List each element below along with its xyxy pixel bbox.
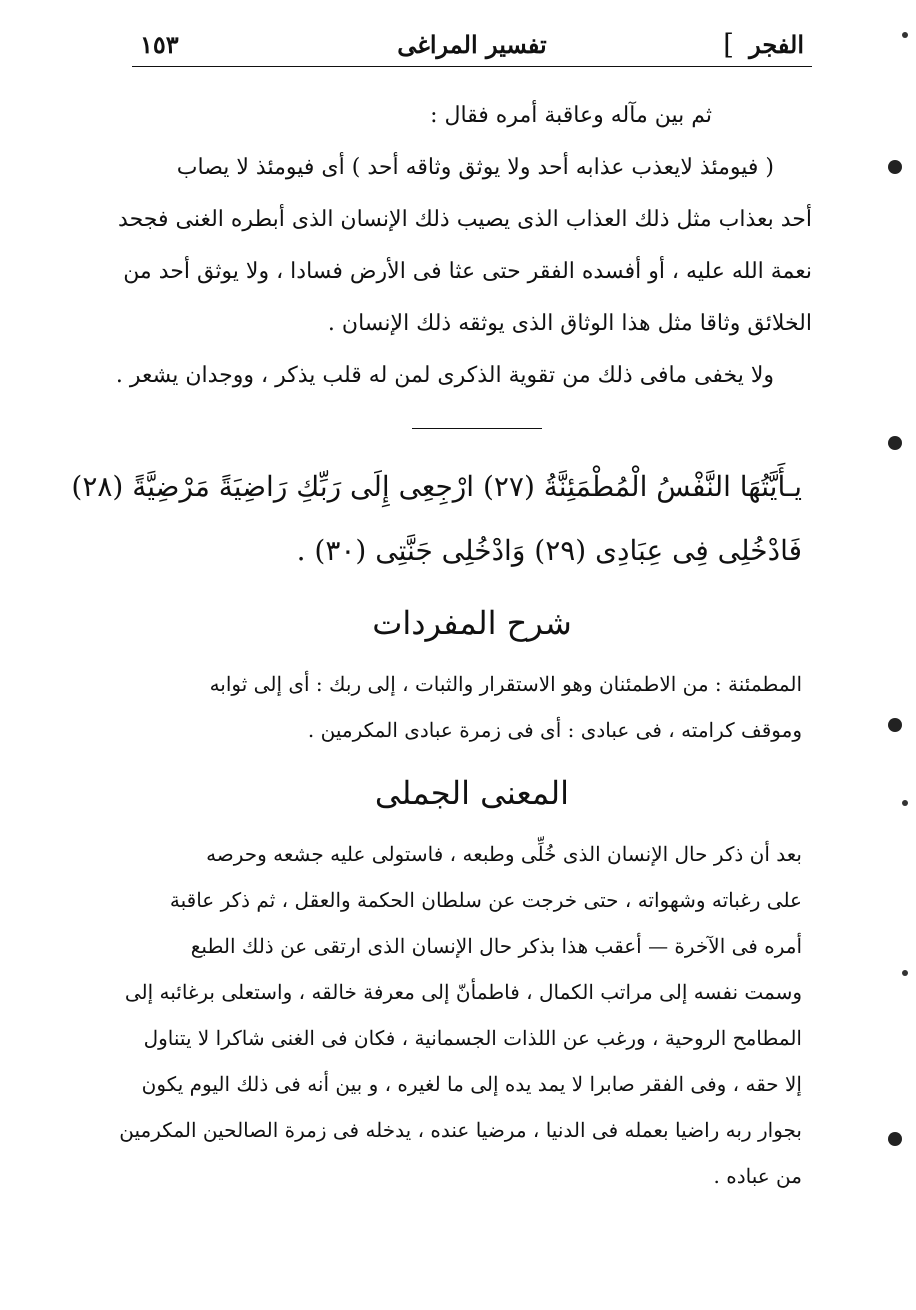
page-number: ١٥٣	[140, 30, 179, 59]
meaning-line: بعد أن ذكر حال الإنسان الذى خُلِّى وطبعه ، فاستولى عليه جشعه وحرصه	[206, 842, 802, 866]
header-rule	[132, 66, 812, 67]
intro-line: ولا يخفى مافى ذلك من تقوية الذكرى لمن له قلب يذكر ، ووجدان يشعر .	[115, 363, 774, 388]
meaning-line: من عباده .	[713, 1164, 802, 1188]
intro-line: ( فيومئذ لايعذب عذابه أحد ولا يوثق وثاقه أحد ) أى فيومئذ لا يصاب	[176, 155, 774, 180]
meaning-line: المطامح الروحية ، ورغب عن اللذات الجسمانية ، فكان فى الغنى شاكرا لا يتناول	[143, 1026, 802, 1050]
intro-line: ثم بين مآله وعاقبة أمره فقال :	[430, 103, 712, 128]
meaning-line: أمره فى الآخرة — أعقب هذا بذكر حال الإنسان الذى ارتقى عن ذلك الطبع	[190, 934, 802, 958]
margin-ink-mark	[888, 436, 902, 450]
margin-dot	[902, 800, 908, 806]
section-divider	[412, 428, 542, 429]
page-header	[132, 18, 812, 70]
meaning-line: بجوار ربه راضيا بعمله فى الدنيا ، مرضيا عنده ، يدخله فى زمرة الصالحين المكرمين	[119, 1118, 802, 1142]
margin-ink-mark	[888, 160, 902, 174]
book-title: تفسير المراغى	[397, 30, 547, 59]
meaning-line: وسمت نفسه إلى مراتب الكمال ، فاطمأنّ إلى معرفة خالقه ، واستعلى برغائبه إلى	[124, 980, 802, 1004]
margin-ink-mark	[888, 1132, 902, 1146]
intro-line: أحد بعذاب مثل ذلك العذاب الذى يصيب ذلك الإنسان الذى أبطره الغنى فجحد	[118, 207, 812, 232]
intro-line: نعمة الله عليه ، أو أفسده الفقر حتى عثا فى الأرض فسادا ، ولا يوثق أحد من	[123, 259, 812, 284]
surah-name: الفجر	[749, 30, 804, 59]
vocab-heading: شرح المفردات	[372, 604, 572, 642]
quran-verse: يـأَيَّتُهَا النَّفْسُ الْمُطْمَئِنَّةُ (٢٧) ارْجِعِى إِلَى رَبِّكِ رَاضِيَةً مَرْضِيَّةً (٢٨)	[71, 470, 802, 503]
vocab-line: المطمئنة : من الاطمئنان وهو الاستقرار والثبات ، إلى ربك : أى إلى ثوابه	[209, 672, 802, 696]
intro-line: الخلائق وثاقا مثل هذا الوثاق الذى يوثقه ذلك الإنسان .	[327, 311, 812, 336]
vocab-line: وموقف كرامته ، فى عبادى : أى فى زمرة عبادى المكرمين .	[307, 718, 802, 742]
meaning-heading: المعنى الجملى	[374, 774, 570, 812]
meaning-line: على رغباته وشهواته ، حتى خرجت عن سلطان الحكمة والعقل ، ثم ذكر عاقبة	[169, 888, 802, 912]
quran-verse: فَادْخُلِى فِى عِبَادِى (٢٩) وَادْخُلِى جَنَّتِى (٣٠) .	[296, 534, 802, 567]
margin-dot	[902, 32, 908, 38]
header-bracket: ]	[723, 28, 734, 61]
meaning-line: إلا حقه ، وفى الفقر صابرا لا يمد يده إلى ما لغيره ، و بين أنه فى ذلك اليوم يكون	[141, 1072, 802, 1096]
margin-dot	[902, 970, 908, 976]
page-body	[71, 90, 812, 1199]
margin-ink-mark	[888, 718, 902, 732]
